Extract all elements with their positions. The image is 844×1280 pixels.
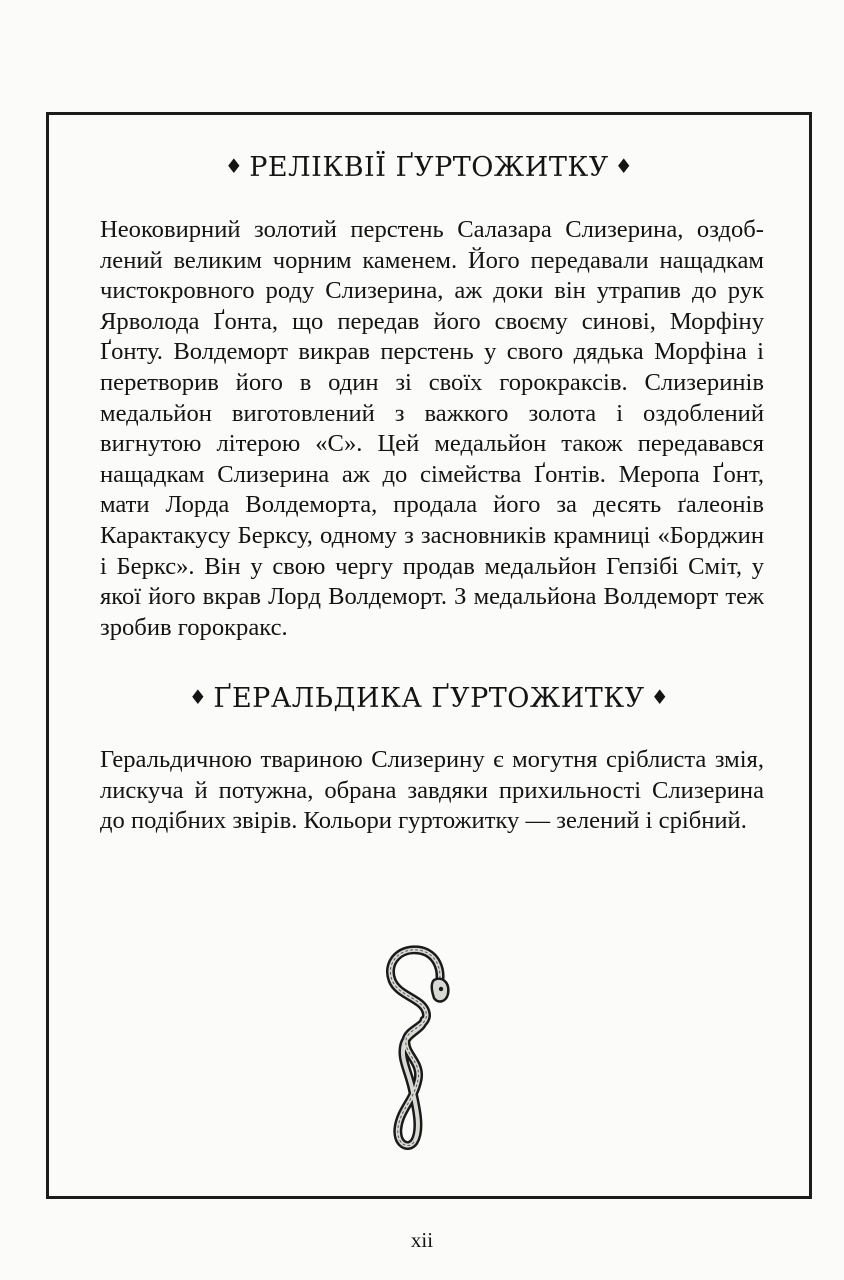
heading-title: РЕЛІКВІЇ ҐУРТОЖИТКУ [249,152,609,183]
page-number: xii [410,1228,434,1252]
relics-paragraph: Неоковирний золотий перстень Салазара Слизерина, оздоблений великим чорним каменем. Його передавали нащадкам чистокровного роду Слизерина, аж доки він утрапив до рук Ярволода Ґонта, що передав його своєму синові, Морфіну Ґонту. Волдеморт викрав перстень у свого дядька Морфіна і перетворив його в один зі своїх горокраксів. Слизеринів медальйон виготовлений з важкого золота і оздоблений вигнутою літерою «С». Цей медальйон також передавався нащадкам Слизерина аж до сімейства Ґонтів. Меропа Ґонт, мати Лорда Волдеморта, продала його за десять ґалеонів Карактакусу Берксу, одному з засновників крамниці «Борджин і Беркс». Він у свою чергу продав медальйон Гепзібі Сміт, у якої його вкрав Лорд Волдеморт. З медальйона Волдеморт теж зробив горокракс. [100,216,764,641]
diamond-ornament-icon: ♦ [650,685,670,709]
serpent-icon [378,940,458,1155]
section-heading-relics [46,152,812,183]
heraldry-paragraph: Геральдичною твариною Слизерину є могутня сріблиста змія, лискуча й потужна, обрана завдяки прихильності Слизерина до подібних звірів. Кольори гуртожитку — зелений і срібний. [100,746,764,835]
heading-title: ҐЕРАЛЬДИКА ҐУРТОЖИТКУ [213,683,645,714]
diamond-ornament-icon: ♦ [224,154,244,178]
diamond-ornament-icon: ♦ [614,154,634,178]
diamond-ornament-icon: ♦ [188,685,208,709]
section-heading-heraldry [46,683,812,714]
